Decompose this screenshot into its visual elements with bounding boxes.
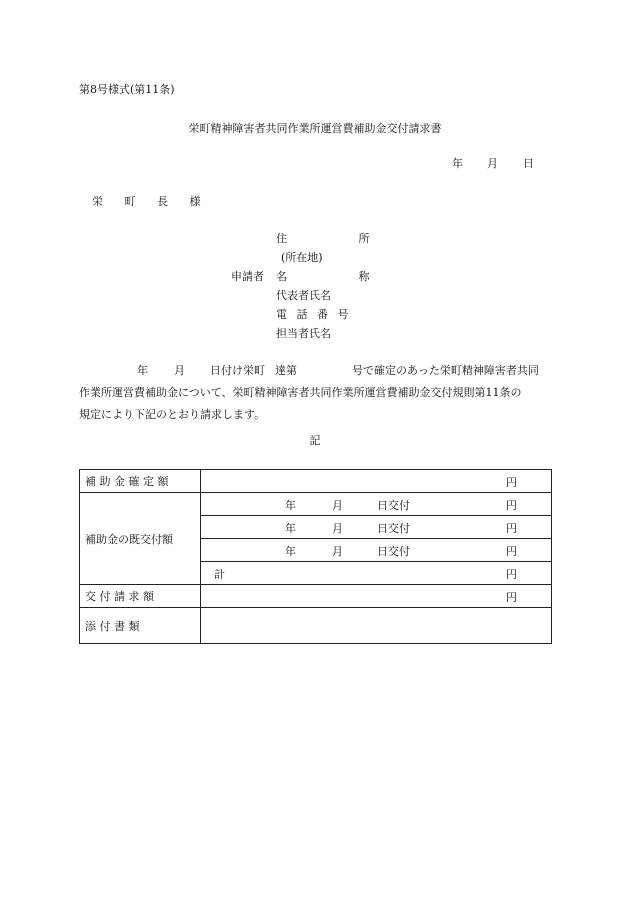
representative-label: 代表者氏名 xyxy=(276,289,331,302)
row-attachments xyxy=(80,608,552,644)
paid-entry-2 xyxy=(201,516,552,539)
paid-total xyxy=(201,562,552,585)
paid-month: 月 xyxy=(332,545,343,558)
row-request xyxy=(80,585,552,608)
document-title: 栄町精神障害者共同作業所運営費補助金交付請求書 xyxy=(188,122,442,135)
paid-entry-1 xyxy=(201,493,552,516)
confirmed-label: 補 助 金 確 定 額 xyxy=(80,470,201,493)
form-number: 第8号様式(第11条) xyxy=(79,83,175,96)
applicant-label: 申請者 xyxy=(231,270,264,283)
body-tatsu: 達第 xyxy=(275,364,297,377)
paid-issued: 日交付 xyxy=(377,522,410,535)
phone-label: 電 話 番 号 xyxy=(276,308,352,321)
applicant-address-sub: (所在地) xyxy=(281,251,323,264)
body-dated: 日付け栄町 xyxy=(210,364,265,377)
paid-year: 年 xyxy=(285,545,296,558)
paid-month: 月 xyxy=(332,499,343,512)
paid-label: 補助金の既交付額 xyxy=(80,493,201,585)
request-body xyxy=(79,360,554,426)
yen-unit: 円 xyxy=(506,476,517,489)
addressee: 栄 町 長 様 xyxy=(92,195,210,208)
yen-unit: 円 xyxy=(506,568,517,581)
row-paid-1 xyxy=(80,493,552,516)
body-month: 月 xyxy=(174,364,185,377)
confirmed-value xyxy=(201,470,552,493)
applicant-address-label: 住 所 xyxy=(276,232,404,245)
body-line-3: 規定により下記のとおり請求します。 xyxy=(79,408,266,421)
body-year: 年 xyxy=(137,364,148,377)
body-rest: 号で確定のあった栄町精神障害者共同 xyxy=(352,364,539,377)
row-confirmed xyxy=(80,470,552,493)
paid-entry-3 xyxy=(201,539,552,562)
paid-issued: 日交付 xyxy=(377,499,410,512)
ki-heading: 記 xyxy=(309,434,321,447)
yen-unit: 円 xyxy=(506,591,517,604)
total-label: 計 xyxy=(214,568,225,581)
yen-unit: 円 xyxy=(506,499,517,512)
yen-unit: 円 xyxy=(506,545,517,558)
date-day: 日 xyxy=(523,157,534,170)
request-value xyxy=(201,585,552,608)
request-label: 交 付 請 求 額 xyxy=(80,585,201,608)
paid-month: 月 xyxy=(332,522,343,535)
date-month: 月 xyxy=(487,157,498,170)
paid-year: 年 xyxy=(285,499,296,512)
amount-table xyxy=(79,469,552,644)
paid-issued: 日交付 xyxy=(377,545,410,558)
attachments-value xyxy=(201,608,552,644)
attachments-label: 添 付 書 類 xyxy=(80,608,201,644)
body-line-2: 作業所運営費補助金について、栄町精神障害者共同作業所運営費補助金交付規則第11条の xyxy=(79,386,522,399)
yen-unit: 円 xyxy=(506,522,517,535)
paid-year: 年 xyxy=(285,522,296,535)
body-line-1 xyxy=(79,360,554,382)
applicant-name-label: 名 称 xyxy=(276,270,404,283)
contact-label: 担当者氏名 xyxy=(276,327,331,340)
date-year: 年 xyxy=(452,157,463,170)
